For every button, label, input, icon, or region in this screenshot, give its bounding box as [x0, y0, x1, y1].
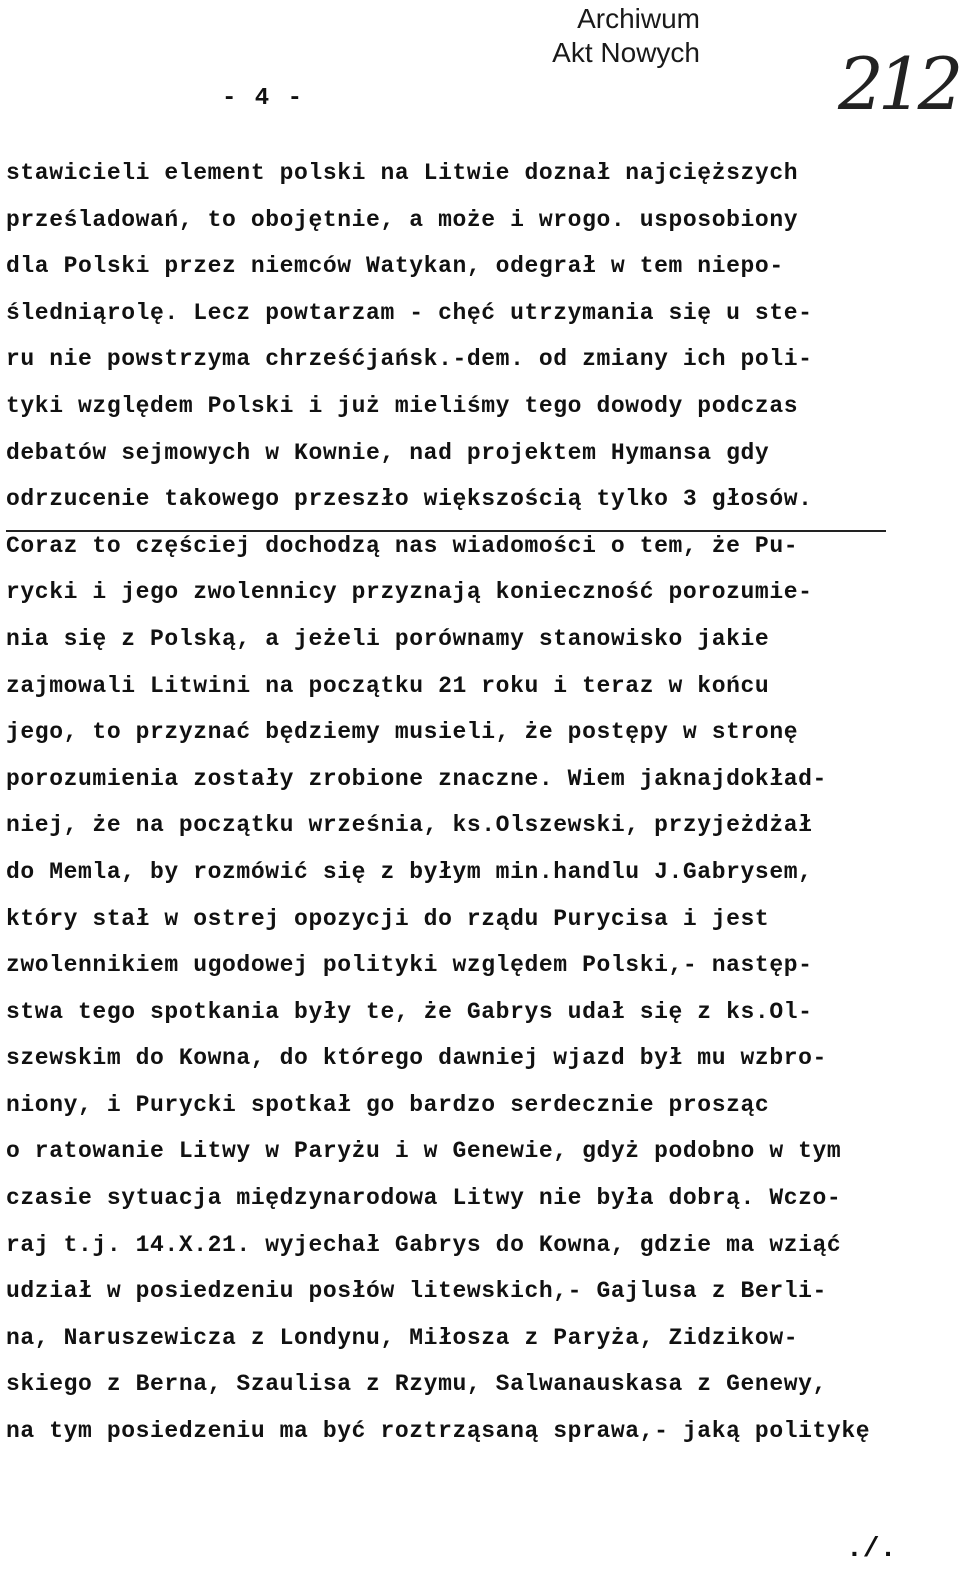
text-line: na tym posiedzeniu ma być roztrząsaną sprawa,- jaką politykę	[6, 1418, 871, 1445]
text-line: jego, to przyznać będziemy musieli, że postępy w stronę	[6, 719, 799, 746]
text-line: czasie sytuacja międzynarodowa Litwy nie była dobrą. Wczo-	[6, 1185, 842, 1212]
text-line: stwa tego spotkania były te, że Gabrys udał się z ks.Ol-	[6, 998, 813, 1025]
text-line: dla Polski przez niemców Watykan, odegrał w tem niepo-	[6, 253, 784, 280]
text-line: debatów sejmowych w Kownie, nad projektem Hymansa gdy	[6, 439, 770, 466]
text-line: zwolennikiem ugodowej polityki względem Polski,- następ-	[6, 952, 813, 979]
archive-stamp-line-1: Archiwum	[577, 3, 700, 34]
continuation-mark: ./.	[846, 1534, 897, 1565]
text-line: na, Naruszewicza z Londynu, Miłosza z Paryża, Zidzikow-	[6, 1324, 799, 1351]
text-line: śledniąrolę. Lecz powtarzam - chęć utrzymania się u ste-	[6, 299, 813, 326]
text-line: szewskim do Kowna, do którego dawniej wjazd był mu wzbro-	[6, 1045, 827, 1072]
text-line: niony, i Purycki spotkał go bardzo serdecznie prosząc	[6, 1091, 770, 1118]
text-line: o ratowanie Litwy w Paryżu i w Genewie, gdyż podobno w tym	[6, 1138, 842, 1165]
text-line: raj t.j. 14.X.21. wyjechał Gabrys do Kowna, gdzie ma wziąć	[6, 1231, 842, 1258]
typed-text-body	[6, 150, 956, 1455]
text-line: do Memla, by rozmówić się z byłym min.handlu J.Gabrysem,	[6, 858, 813, 885]
text-line: odrzucenie takowego przeszło większością tylko 3 głosów.	[6, 486, 813, 513]
text-line: zajmowali Litwini na początku 21 roku i teraz w końcu	[6, 672, 770, 699]
text-line: który stał w ostrej opozycji do rządu Purycisa i jest	[6, 905, 770, 932]
archive-stamp	[520, 2, 700, 70]
text-line: rycki i jego zwolennicy przyznają konieczność porozumie-	[6, 579, 813, 606]
text-line: nia się z Polską, a jeżeli porównamy stanowisko jakie	[6, 625, 770, 652]
text-line: Coraz to częściej dochodzą nas wiadomości o tem, że Pu-	[6, 532, 799, 559]
text-line: stawicieli element polski na Litwie doznał najcięższych	[6, 160, 799, 186]
handwritten-folio-number: 212	[838, 42, 958, 126]
text-line: skiego z Berna, Szaulisa z Rzymu, Salwanauskasa z Genewy,	[6, 1371, 827, 1398]
text-line: udział w posiedzeniu posłów litewskich,- Gajlusa z Berli-	[6, 1278, 827, 1305]
text-line: ru nie powstrzyma chrześćjańsk.-dem. od zmiany ich poli-	[6, 346, 813, 373]
page-number: - 4 -	[222, 85, 305, 112]
text-line: niej, że na początku września, ks.Olszewski, przyjeżdżał	[6, 812, 813, 839]
archive-stamp-line-2: Akt Nowych	[552, 37, 700, 68]
text-line: tyki względem Polski i już mieliśmy tego dowody podczas	[6, 392, 799, 419]
text-line: prześladowań, to obojętnie, a może i wrogo. usposobiony	[6, 206, 799, 233]
text-line: porozumienia zostały zrobione znaczne. Wiem jaknajdokład-	[6, 765, 827, 792]
